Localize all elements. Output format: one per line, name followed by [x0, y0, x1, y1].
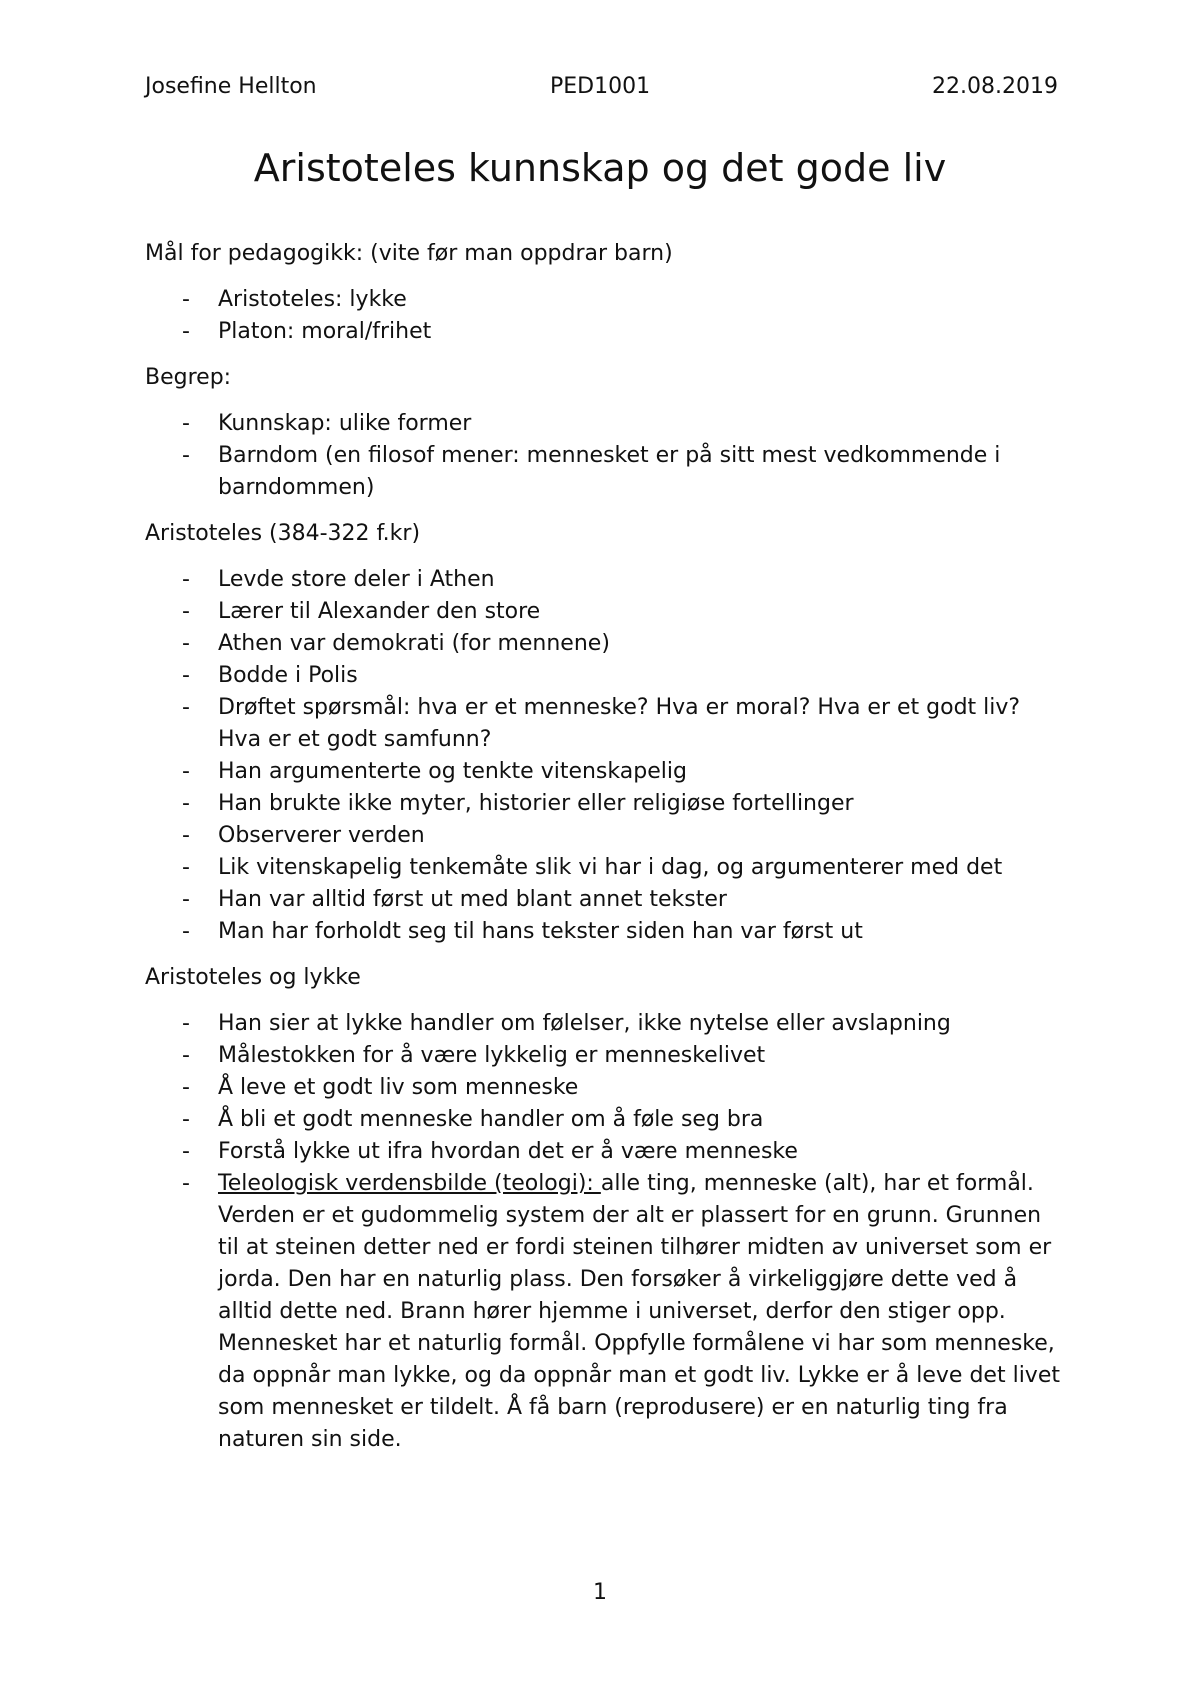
- list-item: [145, 852, 1065, 884]
- list-item-text: Platon: moral/frihet: [218, 319, 432, 344]
- list-item-text: Levde store deler i Athen: [218, 567, 495, 592]
- dash-bullet: -: [182, 695, 190, 720]
- list-item-text: Å leve et godt liv som menneske: [218, 1075, 579, 1100]
- dash-bullet: -: [182, 599, 190, 624]
- list-item: [145, 1040, 1065, 1072]
- underlined-term: Teleologisk verdensbilde (teologi):: [218, 1171, 601, 1196]
- dash-bullet: -: [182, 411, 190, 436]
- document-body: [145, 238, 1065, 1470]
- bullet-list: [145, 284, 1065, 348]
- dash-bullet: -: [182, 823, 190, 848]
- dash-bullet: -: [182, 1171, 190, 1196]
- bullet-list: [145, 564, 1065, 948]
- list-item: [145, 820, 1065, 852]
- list-item-text: Athen var demokrati (for mennene): [218, 631, 610, 656]
- dash-bullet: -: [182, 663, 190, 688]
- list-item: [145, 1104, 1065, 1136]
- bullet-list: [145, 408, 1065, 504]
- list-item: [145, 628, 1065, 660]
- dash-bullet: -: [182, 887, 190, 912]
- section-heading: Begrep:: [145, 365, 232, 390]
- list-item-text: Man har forholdt seg til hans tekster siden han var først ut: [218, 919, 863, 944]
- list-item: [145, 316, 1065, 348]
- dash-bullet: -: [182, 1043, 190, 1068]
- bullet-list: [145, 1008, 1065, 1456]
- list-item-text: Barndom (en filosof mener: mennesket er på sitt mest vedkommende i barndommen): [218, 443, 1001, 500]
- list-item: [145, 440, 1065, 504]
- list-item-text: Aristoteles: lykke: [218, 287, 407, 312]
- dash-bullet: -: [182, 1107, 190, 1132]
- document-title: Aristoteles kunnskap og det gode liv: [253, 146, 947, 190]
- dash-bullet: -: [182, 287, 190, 312]
- list-item-text: Lærer til Alexander den store: [218, 599, 541, 624]
- dash-bullet: -: [182, 1075, 190, 1100]
- list-item: [145, 284, 1065, 316]
- list-item: [145, 756, 1065, 788]
- list-item: [145, 916, 1065, 948]
- list-item-text: Forstå lykke ut ifra hvordan det er å være menneske: [218, 1139, 798, 1164]
- list-item-text: Å bli et godt menneske handler om å føle seg bra: [218, 1107, 764, 1132]
- list-item-text: Han var alltid først ut med blant annet tekster: [218, 887, 727, 912]
- list-item-text: Kunnskap: ulike former: [218, 411, 472, 436]
- list-item: [145, 692, 1065, 756]
- list-item-text: Han brukte ikke myter, historier eller religiøse fortellinger: [218, 791, 854, 816]
- dash-bullet: -: [182, 1011, 190, 1036]
- header-date: 22.08.2019: [932, 74, 1058, 99]
- list-item: [145, 564, 1065, 596]
- page-number: 1: [593, 1580, 607, 1605]
- dash-bullet: -: [182, 631, 190, 656]
- header-author: Josefine Hellton: [145, 74, 317, 99]
- list-item-text: Bodde i Polis: [218, 663, 358, 688]
- list-item-text: Han sier at lykke handler om følelser, ikke nytelse eller avslapning: [218, 1011, 951, 1036]
- list-item-text: Han argumenterte og tenkte vitenskapelig: [218, 759, 687, 784]
- list-item: [145, 1168, 1065, 1456]
- dash-bullet: -: [182, 319, 190, 344]
- list-item: [145, 1072, 1065, 1104]
- list-item-text: alle ting, menneske (alt), har et formål. Verden er et gudommelig system der alt er plassert for en grunn. Grunnen til at steinen detter ned er fordi steinen tilhører midten av universet som er jorda. Den har en naturlig plass. Den forsøker å virkeliggjøre dette ved å alltid dette ned. Brann hører hjemme i universet, derfor den stiger opp. Mennesket har et naturlig formål. Oppfylle formålene vi har som menneske, da oppnår man lykke, og da oppnår man et godt liv. Lykke er å leve det livet som mennesket er tildelt. Å få barn (reprodusere) er en naturlig ting fra naturen sin side.: [218, 1171, 1060, 1452]
- dash-bullet: -: [182, 855, 190, 880]
- list-item: [145, 596, 1065, 628]
- list-item-text: Drøftet spørsmål: hva er et menneske? Hva er moral? Hva er et godt liv? Hva er et godt samfunn?: [218, 695, 1021, 752]
- dash-bullet: -: [182, 919, 190, 944]
- dash-bullet: -: [182, 759, 190, 784]
- list-item: [145, 884, 1065, 916]
- list-item-text: Målestokken for å være lykkelig er menneskelivet: [218, 1043, 766, 1068]
- list-item: [145, 408, 1065, 440]
- dash-bullet: -: [182, 1139, 190, 1164]
- list-item: [145, 1136, 1065, 1168]
- header-course: PED1001: [550, 74, 651, 99]
- dash-bullet: -: [182, 443, 190, 468]
- list-item-text: Observerer verden: [218, 823, 425, 848]
- section-heading: Aristoteles (384-322 f.kr): [145, 521, 421, 546]
- list-item: [145, 788, 1065, 820]
- list-item: [145, 660, 1065, 692]
- dash-bullet: -: [182, 567, 190, 592]
- section-heading: Mål for pedagogikk: (vite før man oppdrar barn): [145, 241, 673, 266]
- section-heading: Aristoteles og lykke: [145, 965, 361, 990]
- list-item: [145, 1008, 1065, 1040]
- dash-bullet: -: [182, 791, 190, 816]
- list-item-text: Lik vitenskapelig tenkemåte slik vi har i dag, og argumenterer med det: [218, 855, 1003, 880]
- page-header: [145, 74, 1058, 104]
